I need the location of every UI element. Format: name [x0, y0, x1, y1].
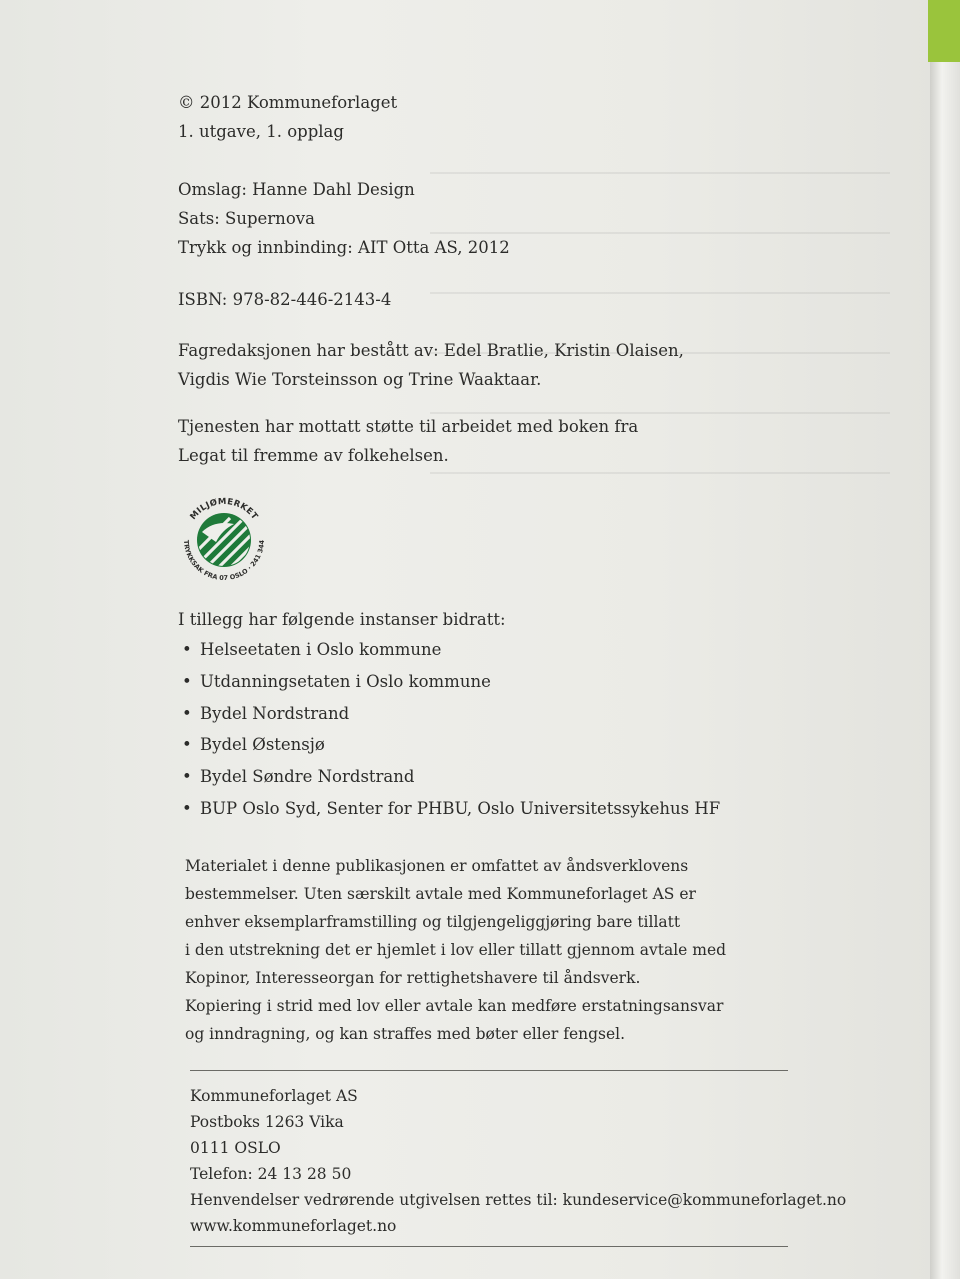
- editorial-line-1: Fagredaksjonen har bestått av: Edel Bratlie, Kristin Olaisen,: [178, 341, 684, 360]
- contributors-intro: I tillegg har følgende instanser bidratt:: [178, 610, 506, 629]
- divider-top: [190, 1070, 788, 1071]
- printing-credit: Trykk og innbinding: AIT Otta AS, 2012: [178, 238, 510, 257]
- divider-bottom: [190, 1246, 788, 1247]
- swan-ecolabel-icon: [174, 490, 274, 590]
- legal-line: Materialet i denne publikasjonen er omfattet av åndsverklovens: [185, 857, 689, 875]
- legal-block: [185, 852, 726, 1048]
- typesetting-credit: Sats: Supernova: [178, 209, 315, 228]
- publisher-name: Kommuneforlaget AS: [190, 1087, 358, 1105]
- copyright-line: © 2012 Kommuneforlaget: [178, 93, 398, 112]
- publisher-box: Postboks 1263 Vika: [190, 1113, 344, 1131]
- credits-block: [178, 175, 510, 262]
- legal-line: og inndragning, og kan straffes med bøter eller fengsel.: [185, 1025, 626, 1043]
- legal-line: Kopinor, Interesseorgan for rettighetshavere til åndsverk.: [185, 969, 641, 987]
- list-item: • BUP Oslo Syd, Senter for PHBU, Oslo Universitetssykehus HF: [178, 793, 720, 825]
- publisher-inquiries: Henvendelser vedrørende utgivelsen rettes til: kundeservice@kommuneforlaget.no: [190, 1191, 847, 1209]
- publisher-phone: Telefon: 24 13 28 50: [190, 1165, 352, 1183]
- editorial-block: [178, 336, 684, 394]
- ecolabel-top-text: MILJØMERKET: [188, 496, 260, 522]
- support-block: [178, 412, 638, 470]
- legal-line: bestemmelser. Uten særskilt avtale med Kommuneforlaget AS er: [185, 885, 696, 903]
- list-item: • Bydel Søndre Nordstrand: [178, 761, 720, 793]
- publisher-block: [190, 1083, 846, 1239]
- legal-line: Kopiering i strid med lov eller avtale kan medføre erstatningsansvar: [185, 997, 724, 1015]
- contributors-block: [178, 605, 720, 825]
- book-cover-corner: [928, 0, 960, 62]
- page-edge: [930, 60, 960, 1279]
- cover-credit: Omslag: Hanne Dahl Design: [178, 180, 415, 199]
- publisher-city: 0111 OSLO: [190, 1139, 281, 1157]
- publisher-web: www.kommuneforlaget.no: [190, 1217, 397, 1235]
- support-line-2: Legat til fremme av folkehelsen.: [178, 446, 449, 465]
- editorial-line-2: Vigdis Wie Torsteinsson og Trine Waaktaar.: [178, 370, 542, 389]
- legal-line: enhver eksemplarframstilling og tilgjengeliggjøring bare tillatt: [185, 913, 681, 931]
- contributors-list: [178, 634, 720, 825]
- copyright-block: [178, 88, 397, 146]
- isbn: ISBN: 978-82-446-2143-4: [178, 290, 392, 309]
- list-item: • Helseetaten i Oslo kommune: [178, 634, 720, 666]
- list-item: • Utdanningsetaten i Oslo kommune: [178, 666, 720, 698]
- legal-line: i den utstrekning det er hjemlet i lov eller tillatt gjennom avtale med: [185, 941, 727, 959]
- isbn-block: [178, 285, 391, 314]
- list-item: • Bydel Nordstrand: [178, 698, 720, 730]
- edition-line: 1. utgave, 1. opplag: [178, 122, 344, 141]
- ecolabel-ring-text: TRYKKSAK FRA 07 OSLO · 241 344: [181, 539, 267, 583]
- support-line-1: Tjenesten har mottatt støtte til arbeidet med boken fra: [178, 417, 639, 436]
- list-item: • Bydel Østensjø: [178, 729, 720, 761]
